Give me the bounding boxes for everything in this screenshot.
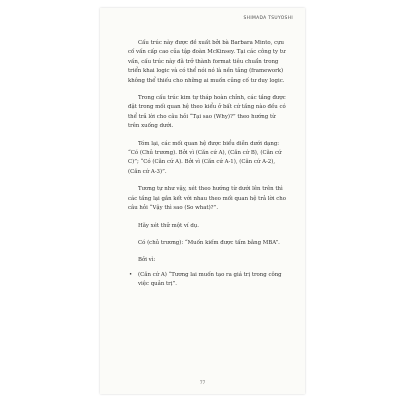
- running-header: SHIMADA TSUYOSHI: [243, 16, 293, 21]
- book-page: [100, 8, 305, 394]
- paragraph: Trong cấu trúc kim tự tháp hoàn chỉnh, các tầng được đặt trong mối quan hệ theo kiểu ở bất cứ tầng nào đều có thể trả lời cho câu hỏi “Tại sao (Why)?” theo hướng từ trên xuống dưới.: [128, 95, 286, 130]
- paragraph: Hãy xét thử một ví dụ.: [138, 222, 199, 229]
- page-body: [128, 39, 288, 290]
- page-number: 77: [199, 381, 206, 386]
- paragraph: Tương tự như vậy, xét theo hướng từ dưới lên trên thì các tầng lại gắn kết với nhau theo mối quan hệ trả lời cho câu hỏi “Vậy thì sao (So what)?”.: [128, 186, 286, 212]
- paragraph: Bởi vì:: [138, 257, 156, 264]
- bullet-text: (Căn cứ A) “Tương lai muốn tạo ra giá trị trong công việc quản trị”.: [138, 271, 282, 288]
- bullet-icon: •: [129, 271, 133, 278]
- paragraph: Có (chủ trương): “Muốn kiếm được tấm bằng MBA”.: [138, 239, 280, 246]
- paragraph: Tóm lại, các mối quan hệ được biểu diễn dưới dạng: “Có (Chủ trương). Bởi vì (Căn cứ A), (Căn cứ B), (Căn cứ C)”; “Có (Căn cứ A). Bởi vì (Căn cứ A-1), (Căn cứ A-2), (Căn cứ A-3)”.: [128, 140, 282, 175]
- paragraph: Cấu trúc này được đề xuất bởi bà Barbara Minto, cựu cố vấn cấp cao của tập đoàn McKinsey. Tại các công ty tư vấn, cấu trúc này đã trở thành format tiêu chuẩn trong triển khai logic và có thể nói nó là nền tảng (framework) không thể thiếu cho những ai muốn củng cố tư duy logic.: [128, 40, 286, 84]
- bullet-item: [128, 271, 288, 290]
